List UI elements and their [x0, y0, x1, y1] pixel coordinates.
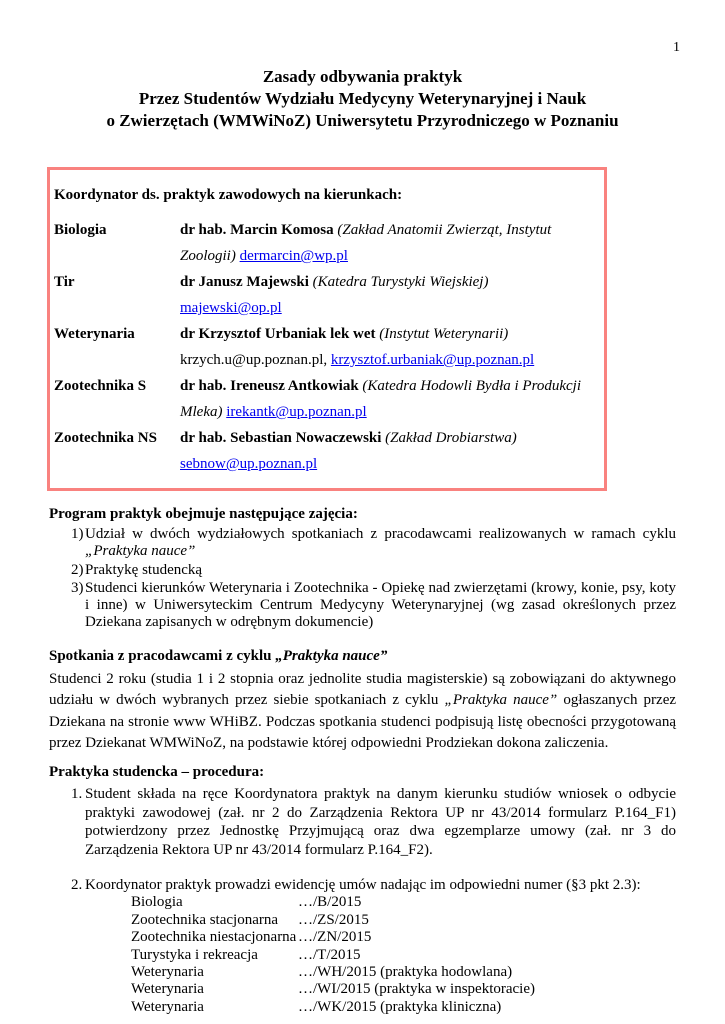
- contract-field: Turystyka i rekreacja: [131, 946, 258, 963]
- field-label: Zootechnika S: [54, 378, 147, 394]
- coordinator-affiliation-cont: Mleka): [180, 404, 223, 420]
- contract-number-row: [131, 929, 676, 946]
- coordinator-affiliation: (Zakład Drobiarstwa): [385, 430, 517, 446]
- email-plain: krzych.u@up.poznan.pl,: [180, 352, 328, 368]
- document-title: [0, 0, 725, 132]
- coordinator-name: dr Janusz Majewski: [180, 274, 309, 290]
- contract-number: …/WK/2015 (praktyka kliniczna): [298, 998, 502, 1015]
- coordinator-box-heading: Koordynator ds. praktyk zawodowych na kierunkach:: [54, 187, 403, 203]
- contract-number-row: [131, 912, 676, 929]
- coordinator-detail: [180, 373, 594, 425]
- coordinator-detail: [180, 269, 594, 321]
- email-link[interactable]: dermarcin@wp.pl: [239, 248, 348, 264]
- contract-numbering-table: [131, 894, 676, 1016]
- coordinator-detail: [180, 321, 594, 373]
- contract-field: Weterynaria: [131, 981, 204, 998]
- contract-number: …/B/2015: [298, 894, 362, 911]
- title-line-2: Przez Studentów Wydziału Medycyny Weterynaryjnej i Nauk: [138, 89, 587, 108]
- program-item-3: [49, 580, 676, 630]
- program-item-2: [49, 562, 676, 579]
- program-item-text: Studenci kierunków Weterynaria i Zootechnika - Opiekę nad zwierzętami (krowy, konie, psy, koty i inne) w Uniwersyteckim Centrum Medycyny Weterynaryjnej (wg zasad określonych przez Dziekana zapisanych w odrębnym dokumencie): [85, 580, 676, 630]
- meetings-paragraph: [49, 669, 676, 755]
- title-line-3: o Zwierzętach (WMWiNoZ) Uniwersytetu Przyrodniczego w Poznaniu: [106, 111, 619, 130]
- program-heading: Program praktyk obejmuje następujące zajęcia:: [49, 506, 358, 522]
- field-label: Zootechnika NS: [54, 430, 157, 446]
- page-number: 1: [673, 40, 680, 55]
- coordinator-row-weterynaria: [54, 321, 594, 373]
- field-label: Weterynaria: [54, 326, 135, 342]
- email-link[interactable]: majewski@op.pl: [180, 300, 282, 316]
- coordinator-detail: [180, 425, 594, 477]
- meetings-paragraph-quoted: „Praktyka nauce”: [444, 692, 558, 709]
- contract-number-row: [131, 894, 676, 911]
- contract-number-row: [131, 947, 676, 964]
- section-meetings: [49, 647, 676, 755]
- program-item-text: Udział w dwóch wydziałowych spotkaniach z pracodawcami realizowanych w ramach cyklu: [85, 526, 676, 542]
- list-marker: 2.: [71, 877, 83, 894]
- coordinator-name: dr Krzysztof Urbaniak lek wet: [180, 326, 376, 342]
- coordinator-name: dr hab. Sebastian Nowaczewski: [180, 430, 382, 446]
- section-program: [49, 505, 676, 631]
- contract-field: Biologia: [131, 894, 183, 911]
- procedure-item-1: [49, 785, 676, 859]
- coordinator-name: dr hab. Marcin Komosa: [180, 222, 334, 238]
- contract-number: …/ZS/2015: [298, 911, 369, 928]
- coordinator-row-zootechnika-ns: [54, 425, 594, 477]
- coordinator-affiliation-cont: Zoologii): [180, 248, 236, 264]
- contract-field: Zootechnika stacjonarna: [131, 911, 279, 928]
- field-label: Biologia: [54, 222, 107, 238]
- field-label: Tir: [54, 274, 75, 290]
- meetings-heading-quoted: „Praktyka nauce”: [275, 647, 388, 664]
- procedure-item-text: Koordynator praktyk prowadzi ewidencję umów nadając im odpowiedni numer (§3 pkt 2.3):: [85, 877, 641, 894]
- coordinator-row-zootechnika-s: [54, 373, 594, 425]
- coordinator-row-biologia: [54, 217, 594, 269]
- list-marker: 2): [71, 561, 84, 578]
- contract-number: …/ZN/2015: [298, 929, 372, 946]
- coordinator-name: dr hab. Ireneusz Antkowiak: [180, 378, 359, 394]
- procedure-item-text: Student składa na ręce Koordynatora praktyk na danym kierunku studiów wniosek o odbycie praktyki zawodowej (zał. nr 2 do Zarządzenia Rektora UP nr 43/2014 formularz P.164_F1) potwierdzony przez Jednostkę Przyjmującą oraz dwa egzemplarze umowy (zał. nr 3 do Zarządzenia Rektora UP nr 43/2014 formularz P.164_F2).: [85, 786, 676, 858]
- email-link[interactable]: krzysztof.urbaniak@up.poznan.pl: [330, 352, 535, 368]
- email-link[interactable]: irekantk@up.poznan.pl: [226, 404, 367, 420]
- coordinator-affiliation: (Katedra Turystyki Wiejskiej): [312, 274, 489, 290]
- list-marker: 3): [71, 580, 84, 597]
- email-link[interactable]: sebnow@up.poznan.pl: [180, 456, 318, 472]
- contract-field: Weterynaria: [131, 998, 204, 1015]
- section-procedure: [49, 763, 676, 1016]
- coordinator-affiliation: (Katedra Hodowli Bydła i Produkcji: [362, 378, 582, 394]
- contract-number: …/WI/2015 (praktyka w inspektoracie): [298, 981, 536, 998]
- contract-number-row: [131, 981, 676, 998]
- procedure-heading: Praktyka studencka – procedura:: [49, 764, 265, 781]
- program-item-1: [49, 526, 676, 560]
- meetings-paragraph-part2: ogłaszanych przez Dziekana na stronie www WHiBZ. Podczas spotkania studenci podpisują listę obecności przygotowaną przez Dziekanat WMWiNoZ, na podstawie której odpowiedni Prodziekan dokona zaliczenia.: [49, 692, 677, 751]
- coordinator-detail: [180, 217, 594, 269]
- meetings-heading-text: Spotkania z pracodawcami z cyklu: [49, 647, 272, 664]
- contract-number: …/WH/2015 (praktyka hodowlana): [298, 964, 513, 981]
- contract-number: …/T/2015: [298, 946, 361, 963]
- coordinator-affiliation: (Instytut Weterynarii): [379, 326, 509, 342]
- list-marker: 1): [71, 526, 84, 542]
- program-item-quoted: „Praktyka nauce”: [85, 542, 196, 559]
- program-item-text: Praktykę studencką: [85, 561, 203, 578]
- contract-field: Zootechnika niestacjonarna: [131, 929, 297, 946]
- procedure-item-2: [49, 876, 676, 1016]
- list-marker: 1.: [71, 786, 83, 803]
- contract-field: Weterynaria: [131, 964, 204, 981]
- coordinator-affiliation: (Zakład Anatomii Zwierząt, Instytut: [337, 222, 552, 238]
- meetings-paragraph-part1: Studenci 2 roku (studia 1 i 2 stopnia oraz jednolite studia magisterskie) są zobowiązani do aktywnego udziału w dwóch wybranych przez siebie spotkaniach z cyklu: [49, 670, 676, 709]
- coordinator-box: [47, 167, 607, 491]
- contract-number-row: [131, 964, 676, 981]
- coordinator-row-tir: [54, 269, 594, 321]
- contract-number-row: [131, 999, 676, 1016]
- title-line-1: Zasady odbywania praktyk: [262, 67, 463, 86]
- meetings-heading: [49, 647, 676, 666]
